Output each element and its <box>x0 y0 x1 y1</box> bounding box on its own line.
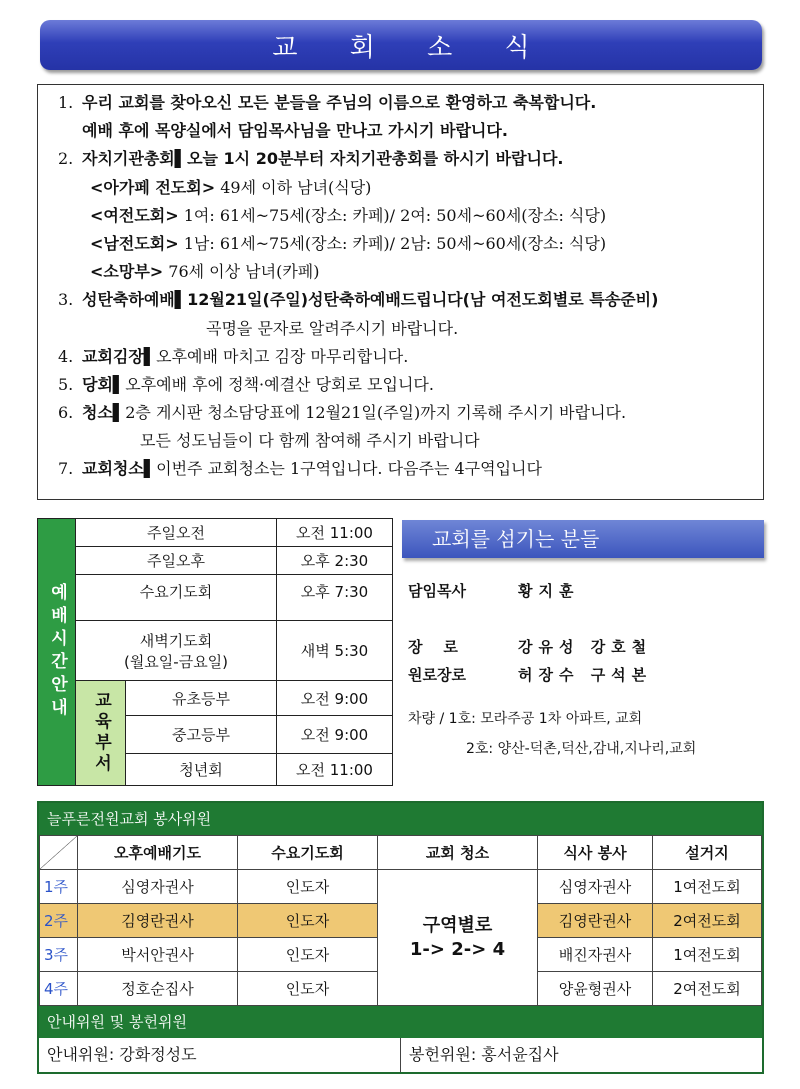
news-item-3-cont: 곡명을 문자로 알려주시기 바랍니다. <box>206 318 459 338</box>
news-banner <box>40 20 762 70</box>
table-row <box>40 870 762 904</box>
retired-elder-row: 원로장로 허장수 구석본 <box>408 666 653 684</box>
cleaning-cell: 구역별로 1-> 2-> 4 <box>378 870 538 1006</box>
table-header-row <box>40 836 762 870</box>
dish-cell: 1여전도회 <box>653 938 762 972</box>
guide-volunteer: 안내위원: 강화정성도 <box>39 1038 401 1072</box>
volunteer-section <box>37 801 764 1074</box>
banner-title: 교 회 소 식 <box>272 32 552 63</box>
vehicle-row-2: 2호: 양산-덕촌,덕산,감내,지나리,교회 <box>466 741 697 757</box>
church-news-box <box>37 84 764 500</box>
edu-name: 중고등부 <box>126 716 277 754</box>
wednesday-cell: 인도자 <box>238 972 378 1006</box>
meal-cell: 배진자권사 <box>538 938 653 972</box>
prayer-cell: 심영자권사 <box>78 870 238 904</box>
guide-offering-row <box>39 1038 762 1072</box>
worship-name: 수요기도회 <box>76 575 277 621</box>
news-item-6: 6. 청소▌2층 게시판 청소담당표에 12월21일(주일)까지 기록해 주시기 바랍니다. <box>58 403 627 423</box>
dish-cell: 2여전도회 <box>653 904 762 938</box>
news-item-4: 4. 교회김장▌오후예배 마치고 김장 마무리합니다. <box>58 346 409 366</box>
offering-volunteer: 봉헌위원: 홍서윤집사 <box>409 1045 559 1064</box>
vehicle-row-1: 차량 / 1호: 모라주공 1차 아파트, 교회 <box>408 711 643 727</box>
week-label: 4주 <box>40 972 78 1006</box>
col-header: 오후예배기도 <box>78 836 238 870</box>
pastor-row: 담임목사 황지훈 <box>408 582 580 600</box>
wednesday-cell: 인도자 <box>238 870 378 904</box>
servers-title: 교회를 섬기는 분들 <box>432 527 600 551</box>
news-item-1: 1. 우리 교회를 찾아오신 모든 분들을 주님의 이름으로 환영하고 축복합니다. <box>58 93 597 112</box>
news-item-2: 2. 자치기관총회▌오늘 1시 20분부터 자치기관총회를 하시기 바랍니다. <box>58 149 564 169</box>
servers-title-bar <box>402 520 764 558</box>
col-header: 설거지 <box>653 836 762 870</box>
worship-sub: (월요일-금요일) <box>123 652 229 671</box>
wednesday-cell: 인도자 <box>238 904 378 938</box>
prayer-cell: 김영란권사 <box>78 904 238 938</box>
group-women: <여전도회> 1여: 61세~75세(장소: 카페)/ 2여: 50세~60세(장소: 식당) <box>90 205 607 225</box>
edu-time: 오전 11:00 <box>277 754 393 786</box>
group-men: <남전도회> 1남: 61세~75세(장소: 카페)/ 2남: 50세~60세(장소: 식당) <box>90 233 607 253</box>
week-label: 2주 <box>40 904 78 938</box>
week-label: 1주 <box>40 870 78 904</box>
prayer-cell: 박서안권사 <box>78 938 238 972</box>
edu-name: 청년회 <box>126 754 277 786</box>
worship-time: 오전 11:00 <box>277 519 393 547</box>
worship-time: 오후 2:30 <box>277 547 393 575</box>
edu-time: 오전 9:00 <box>277 716 393 754</box>
elder-row: 장 로 강유성 강호철 <box>408 638 653 656</box>
col-header: 식사 봉사 <box>538 836 653 870</box>
worship-name: 주일오전 <box>76 519 277 547</box>
guide-offering-title: 안내위원 및 봉헌위원 <box>39 1006 762 1038</box>
week-label: 3주 <box>40 938 78 972</box>
worship-side-label: 예배시간안내 <box>38 519 76 786</box>
worship-schedule-table <box>37 518 393 786</box>
news-item-6-cont: 모든 성도님들이 다 함께 참여해 주시기 바랍니다 <box>140 431 480 451</box>
edu-name: 유초등부 <box>126 681 277 716</box>
col-header: 수요기도회 <box>238 836 378 870</box>
worship-name: 새벽기도회 <box>139 631 213 650</box>
news-item-3: 3. 성탄축하예배▌12월21일(주일)성탄축하예배드립니다(남 여전도회별로 특송준비) <box>58 290 659 310</box>
group-agape: <아가페 전도회> 49세 이하 남녀(식당) <box>90 177 372 197</box>
education-side-label: 교육부서 <box>76 681 126 786</box>
diagonal-cell <box>40 836 78 870</box>
news-item-7: 7. 교회청소▌이번주 교회청소는 1구역입니다. 다음주는 4구역입니다 <box>58 459 542 479</box>
meal-cell: 심영자권사 <box>538 870 653 904</box>
wednesday-cell: 인도자 <box>238 938 378 972</box>
dawn-prayer-cell <box>76 621 277 681</box>
edu-time: 오전 9:00 <box>277 681 393 716</box>
volunteer-table <box>39 835 762 1006</box>
worship-name: 주일오후 <box>76 547 277 575</box>
worship-time: 오후 7:30 <box>277 575 393 621</box>
meal-cell: 양윤형권사 <box>538 972 653 1006</box>
news-item-5: 5. 당회▌오후예배 후에 정책·예결산 당회로 모입니다. <box>58 374 434 394</box>
meal-cell: 김영란권사 <box>538 904 653 938</box>
worship-time: 새벽 5:30 <box>277 621 393 681</box>
col-header: 교회 청소 <box>378 836 538 870</box>
dish-cell: 2여전도회 <box>653 972 762 1006</box>
prayer-cell: 정호순집사 <box>78 972 238 1006</box>
news-item-1-cont: 예배 후에 목양실에서 담임목사님을 만나고 가시기 바랍니다. <box>82 121 508 141</box>
dish-cell: 1여전도회 <box>653 870 762 904</box>
volunteer-title: 늘푸른전원교회 봉사위원 <box>39 803 762 835</box>
group-hope: <소망부> 76세 이상 남녀(카페) <box>90 262 320 282</box>
